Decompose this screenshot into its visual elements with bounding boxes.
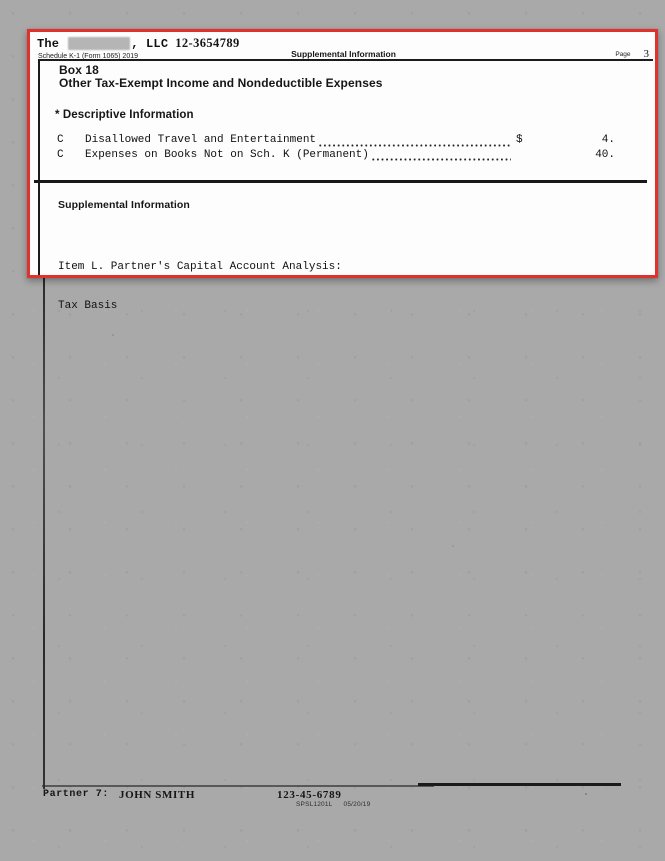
form-code: SPSL1201L: [296, 801, 333, 808]
company-name-suffix: , LLC: [131, 36, 169, 51]
page-label: Page: [615, 51, 631, 58]
form-header-row: [38, 48, 653, 61]
section-divider-line: [34, 180, 647, 183]
supplemental-line-item-l: Item L. Partner's Capital Account Analysis:: [58, 261, 342, 273]
box18-title: Other Tax-Exempt Income and Nondeductible Expenses: [59, 75, 383, 90]
supplemental-line-tax-basis: Tax Basis: [58, 300, 118, 312]
supplemental-information-heading: Supplemental Information: [58, 199, 190, 211]
print-date: 05/20/19: [343, 801, 371, 808]
line-item-description: Disallowed Travel and Entertainment: [85, 134, 317, 146]
scan-speck: [585, 793, 587, 795]
form-print-code-line: [296, 801, 381, 808]
line-item-code: C: [57, 148, 64, 161]
bottom-line-right-segment: [418, 783, 621, 786]
line-item-amount: 40.: [595, 148, 615, 161]
schedule-form-id: Schedule K-1 (Form 1065) 2019: [38, 53, 138, 60]
supplemental-text: [58, 235, 342, 339]
dot-leader: [318, 139, 511, 148]
box18-label: Box 18: [59, 63, 99, 77]
page-number: 3: [643, 48, 650, 60]
page-bottom-border-line: [42, 782, 622, 788]
line-item-row: [40, 133, 655, 148]
line-item-amount: 4.: [601, 134, 615, 146]
form-title: Supplemental Information: [291, 49, 396, 59]
excerpt-content-box: [38, 61, 655, 312]
highlight-annotation-box: [27, 29, 658, 312]
scan-speck: [452, 545, 454, 547]
currency-symbol: $: [516, 134, 523, 146]
box18-heading: [59, 64, 383, 89]
partner-name: JOHN SMITH: [119, 789, 195, 801]
box18-line-items: [40, 133, 655, 162]
descriptive-information-heading: * Descriptive Information: [55, 109, 194, 121]
partner-tin: 123-45-6789: [277, 789, 342, 801]
company-ein: 12-3654789: [175, 36, 240, 50]
company-name-prefix: The: [37, 36, 60, 51]
line-item-row: [40, 148, 655, 163]
line-item-description: Expenses on Books Not on Sch. K (Permanent): [85, 148, 369, 161]
partner-number-label: Partner 7:: [43, 789, 110, 800]
bottom-line-left-segment: [42, 785, 434, 787]
dot-leader: [371, 153, 511, 162]
page-left-border-line: [43, 278, 45, 789]
page-indicator: [445, 47, 653, 59]
line-item-code: C: [57, 134, 64, 146]
